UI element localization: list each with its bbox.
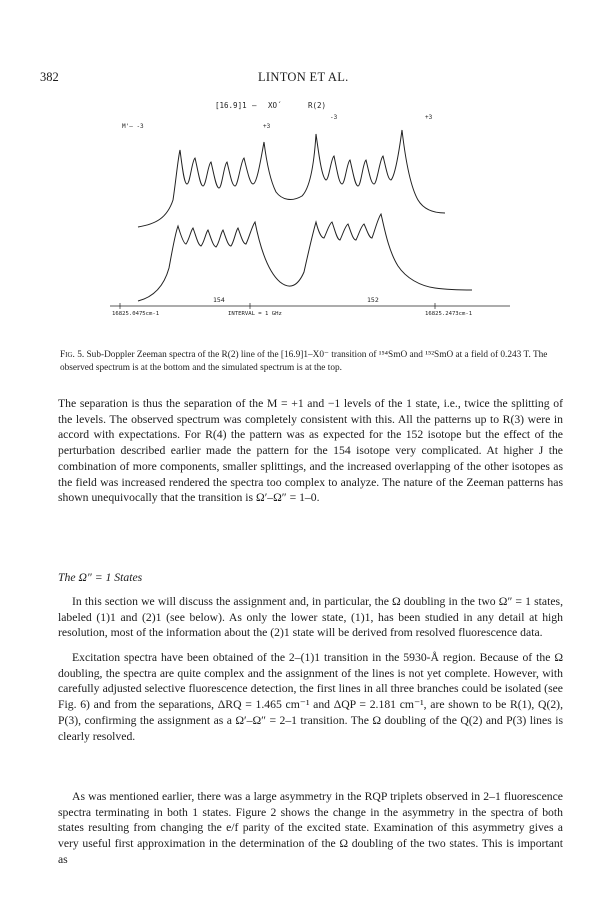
label-band: [16.9]1: [215, 101, 247, 110]
figure-5: [40, 100, 570, 332]
axis-label-right: 16825.2473cm-1: [425, 311, 473, 317]
body-paragraph-3: [58, 650, 563, 744]
caption-label: Fig. 5.: [60, 350, 85, 360]
label-plus3-right: +3: [425, 114, 433, 121]
body-paragraph-1: [58, 396, 563, 506]
label-minus3-right: -3: [330, 114, 338, 121]
body-paragraph-4: [58, 789, 563, 868]
paragraph-text: The separation is thus the separation of the M = +1 and −1 levels of the 1 state, i.e., twice the splitting of the levels. The observed spectrum was completely consistent with this. All the patterns up to R(3) were in accord with expectations. For R(4) the pattern was as expected for the 152 isotope but the effect of the perturbation described earlier made the pattern for the 154 isotope very complicated. At higher J the combination of more components, smaller splittings, and the increased overlapping of the other isotopes as the field was increased rendered the spectra too complex to analyze. The nature of the Zeeman patterns has shown unequivocally that the transition is Ω′–Ω″ = 1–0.: [58, 397, 563, 505]
page-number: 382: [40, 70, 59, 84]
axis-label-left: 16825.0475cm-1: [112, 311, 160, 317]
caption-text: Sub-Doppler Zeeman spectra of the R(2) line of the [16.9]1–X0⁻ transition of ¹⁵⁴SmO and ¹⁵²SmO at a field of 0.243 T. The observed spectrum is at the bottom and the simulated spectrum is at the top.: [60, 350, 548, 373]
axis-label-mid: INTERVAL = 1 GHz: [228, 311, 282, 317]
section-heading: The Ω″ = 1 States: [58, 571, 143, 584]
label-plus3-left: +3: [263, 123, 271, 130]
label-isotope-152: 152: [367, 296, 379, 304]
running-title: LINTON ET AL.: [258, 70, 349, 84]
observed-spectrum: [138, 214, 472, 301]
label-isotope-154: 154: [213, 296, 225, 304]
paragraph-text: As was mentioned earlier, there was a large asymmetry in the RQP triplets observed in 2–1 fluorescence spectra terminating in both 1 states. Figure 2 shows the change in the asymmetry in the spectra of both states resulting from changing the e/f parity of the excited state. Examination of this asymmetry gives a very useful first approximation in the determination of the Ω doubling of the two states. This is important as: [58, 790, 563, 866]
label-branch: R(2): [308, 101, 327, 110]
paragraph-text: Excitation spectra have been obtained of the 2–(1)1 transition in the 5930-Å region. Because of the Ω doubling, the spectra are quite complex and the assignment of the lines is not yet complete. However, with carefully adjusted selective fluorescence detection, the first lines in all three branches could be isolated (see Fig. 6) and from the separations, ΔRQ = 1.465 cm⁻¹ and ΔQP = 2.181 cm⁻¹, are shown to be R(1), Q(2), P(3), confirming the assignment as a Ω′–Ω″ = 2–1 transition. The Ω doubling of the Q(2) and P(3) lines is clearly resolved.: [58, 651, 563, 743]
paragraph-text: In this section we will discuss the assignment and, in particular, the Ω doubling in the two Ω″ = 1 states, labeled (1)1 and (2)1 (see below). As only the lower state, (1)1, has been studied in any detail at high resolution, most of the information about the (2)1 state will be derived from resolved fluorescence data.: [58, 595, 563, 640]
body-paragraph-2: [58, 594, 563, 641]
label-xo: XO´: [268, 101, 282, 110]
label-mq: M'— -3: [122, 123, 144, 130]
zeeman-spectra-plot: [40, 100, 570, 332]
label-arrow: —: [252, 101, 257, 110]
figure-caption: [60, 349, 560, 375]
simulated-spectrum: [138, 130, 445, 227]
